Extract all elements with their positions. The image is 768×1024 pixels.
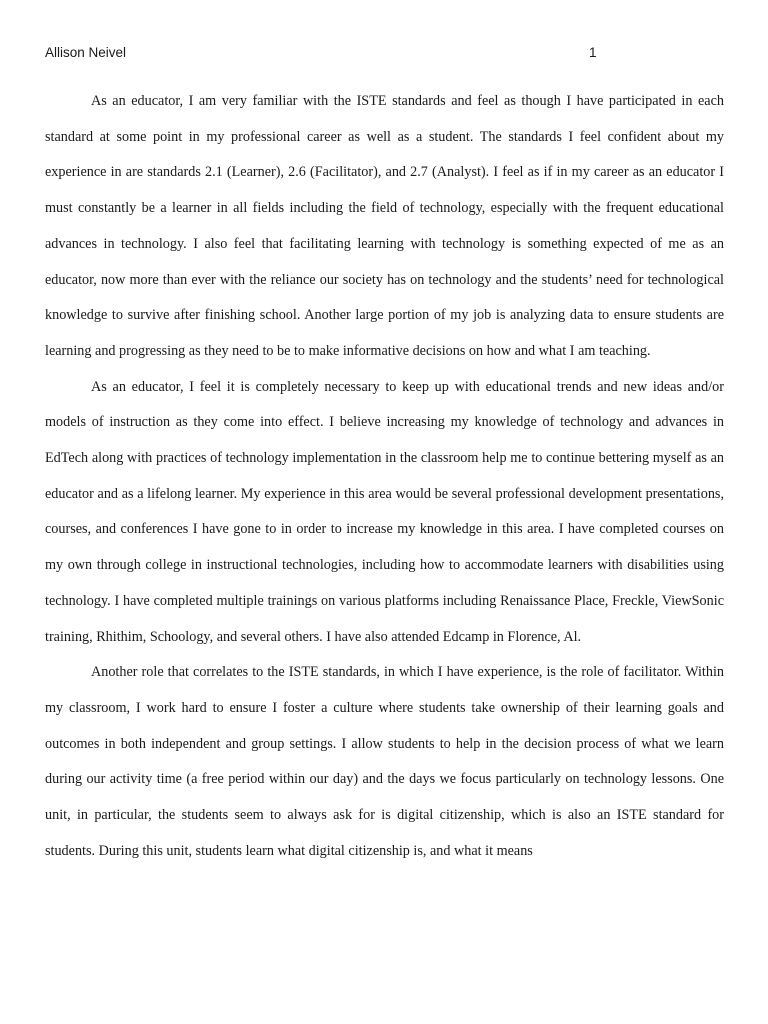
paragraph-1: As an educator, I am very familiar with the ISTE standards and feel as though I have participated in each standard at some point in my professional career as well as a student. The standards I feel confident about my experience in are standards 2.1 (Learner), 2.6 (Facilitator), and 2.7 (Analyst). I feel as if in my career as an educator I must constantly be a learner in all fields including the field of technology, especially with the frequent educational advances in technology. I also feel that facilitating learning with technology is something expected of me as an educator, now more than ever with the reliance our society has on technology and the students’ need for technological knowledge to survive after finishing school. Another large portion of my job is analyzing data to ensure students are learning and progressing as they need to be to make informative decisions on how and what I am teaching. [45, 93, 724, 359]
paragraph-2: As an educator, I feel it is completely necessary to keep up with educational trends and new ideas and/or models of instruction as they come into effect. I believe increasing my knowledge of technology and advances in EdTech along with practices of technology implementation in the classroom help me to continue bettering myself as an educator and as a lifelong learner. My experience in this area would be several professional development presentations, courses, and conferences I have gone to in order to increase my knowledge in this area. I have completed courses on my own through college in instructional technologies, including how to accommodate learners with disabilities using technology. I have completed multiple trainings on various platforms including Renaissance Place, Freckle, ViewSonic training, Rhithim, Schoology, and several others. I have also attended Edcamp in Florence, Al. [45, 378, 724, 645]
page-number: 1 [589, 45, 597, 60]
author-name: Allison Neivel [45, 45, 127, 60]
document-body [45, 84, 724, 869]
page-header [45, 45, 723, 65]
paragraph-3: Another role that correlates to the ISTE standards, in which I have experience, is the role of facilitator. Within my classroom, I work hard to ensure I foster a culture where students take ownership of their learning goals and outcomes in both independent and group settings. I allow students to help in the decision process of what we learn during our activity time (a free period within our day) and the days we focus particularly on technology lessons. One unit, in particular, the students seem to always ask for is digital citizenship, which is also an ISTE standard for students. During this unit, students learn what digital citizenship is, and what it means [45, 664, 724, 859]
